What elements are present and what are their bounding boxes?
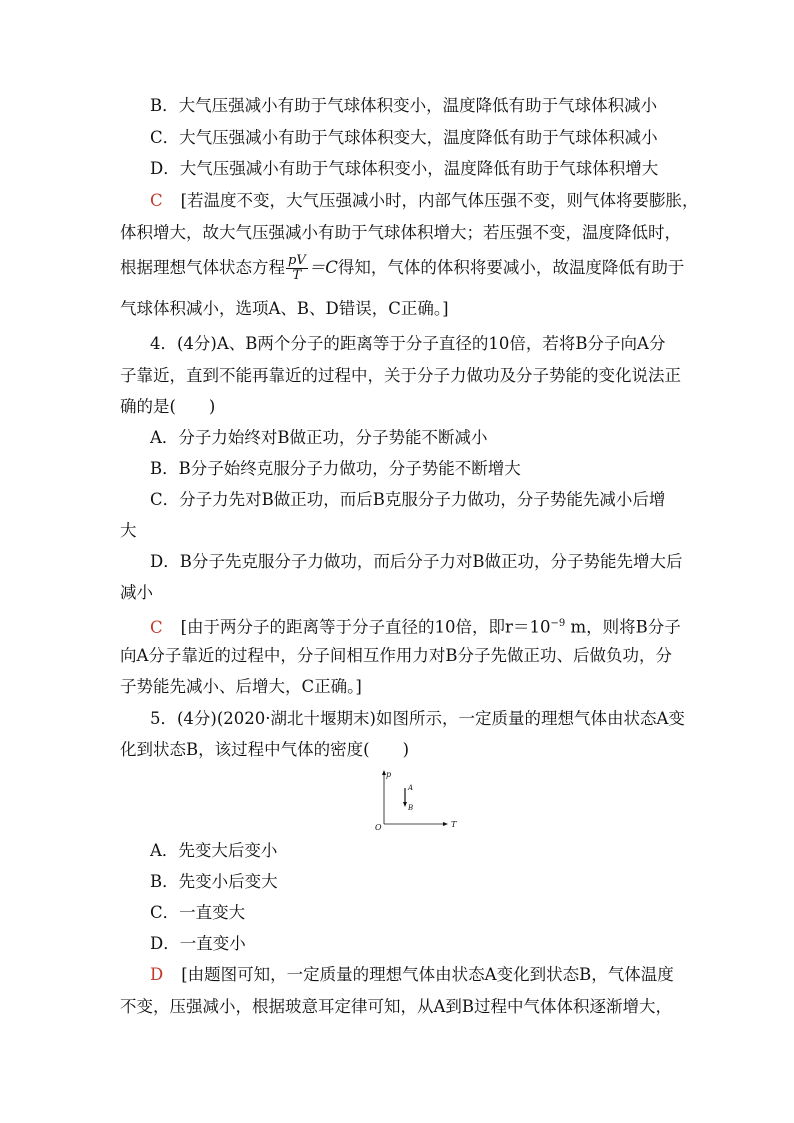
gas-law-fraction: $\frac{pV}{T}$ xyxy=(288,253,306,283)
q4-stem-line-1: 4．(4分)A、B两个分子的距离等于分子直径的10倍，若将B分子向A分 xyxy=(150,334,666,353)
q4-option-d-cont: 减小 xyxy=(120,583,153,602)
origin-label: O xyxy=(375,823,382,832)
q3-explanation-line-1: C [若温度不变，大气压强减小时，内部气体压强不变，则气体将要膨胀， xyxy=(150,191,699,210)
q4-option-d: D．B分子先克服分子力做功，而后分子力对B做正功，分子势能先增大后 xyxy=(150,552,683,571)
q3-option-c: C．大气压强减小有助于气球体积变大，温度降低有助于气球体积减小 xyxy=(150,128,658,147)
q5-answer: D xyxy=(150,965,164,984)
q5-explanation-line-2: 不变，压强减小，根据玻意耳定律可知，从A到B过程中气体体积逐渐增大， xyxy=(120,997,673,1016)
q4-stem-line-2: 子靠近，直到不能再靠近的过程中，关于分子力做功及分子势能的变化说法正 xyxy=(120,366,681,385)
q4-option-c: C．分子力先对B做正功，而后B克服分子力做功，分子势能先减小后增 xyxy=(150,490,666,509)
q4-explanation-line-2: 向A分子靠近的过程中，分子间相互作用力对B分子先做正功、后做负功，分 xyxy=(120,646,673,665)
x-axis-label: T xyxy=(451,820,457,829)
q5-stem-line-1: 5．(4分)(2020·湖北十堰期末)如图所示，一定质量的理想气体由状态A变 xyxy=(150,709,685,728)
q5-option-b: B．先变小后变大 xyxy=(150,872,278,891)
x-axis-arrow xyxy=(443,822,448,826)
q4-option-c-cont: 大 xyxy=(120,521,137,540)
p-t-graph xyxy=(370,768,460,832)
q4-option-b: B．B分子始终克服分子力做功，分子势能不断增大 xyxy=(150,459,521,478)
point-a-label: A xyxy=(408,784,414,792)
q4-explanation-line-3: 子势能先减小、后增大，C正确。] xyxy=(120,677,362,696)
q4-answer: C xyxy=(150,617,163,637)
process-arrow xyxy=(403,802,407,807)
q3-option-b: B．大气压强减小有助于气球体积变小，温度降低有助于气球体积减小 xyxy=(150,96,658,115)
q3-answer: C xyxy=(150,191,163,210)
q5-explanation-line-1: D [由题图可知，一定质量的理想气体由状态A变化到状态B，气体温度 xyxy=(150,965,674,984)
q4-option-a: A．分子力始终对B做正功，分子势能不断减小 xyxy=(150,428,488,447)
q5-stem-line-2: 化到状态B，该过程中气体的密度( ) xyxy=(120,740,409,759)
q3-option-d: D．大气压强减小有助于气球体积变小，温度降低有助于气球体积增大 xyxy=(150,159,659,178)
q3-explanation-line-3: 根据理想气体状态方程 $\frac{pV}{T}$ ＝C得知，气体的体积将要减小，故温度降低有助于 xyxy=(120,253,685,283)
q3-explanation-line-4: 气球体积减小，选项A、B、D错误，C正确。] xyxy=(120,299,449,318)
q4-explanation-line-1: C [由于两分子的距离等于分子直径的10倍，即$r=10^{-9}$ m，则将B分子 xyxy=(150,617,681,637)
q3-explanation-line-2: 体积增大，故大气压强减小有助于气球体积增大；若压强不变，温度降低时， xyxy=(120,223,681,242)
point-b-label: B xyxy=(408,804,414,812)
y-axis-label: p xyxy=(386,770,392,779)
q5-option-d: D．一直变小 xyxy=(150,934,246,953)
q4-stem-line-3: 确的是( ) xyxy=(120,397,216,416)
q5-option-c: C．一直变大 xyxy=(150,903,246,922)
q5-option-a: A．先变大后变小 xyxy=(150,841,278,860)
